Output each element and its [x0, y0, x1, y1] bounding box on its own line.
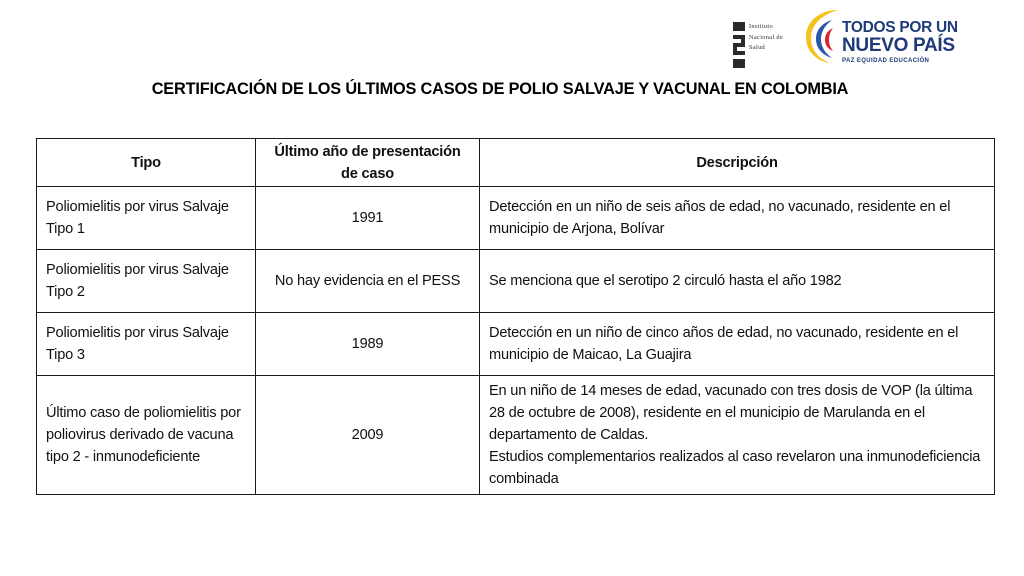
gobierno-line-2: NUEVO PAÍS [842, 35, 955, 56]
cell-descripcion [480, 376, 995, 495]
descripcion-text: Detección en un niño de seis años de edad, no vacunado, residente en el municipio de Arjona, Bolívar [489, 199, 951, 237]
ins-logo-icon [732, 22, 746, 68]
header-tipo: Tipo [37, 139, 256, 187]
page-title: CERTIFICACIÓN DE LOS ÚLTIMOS CASOS DE POLIO SALVAJE Y VACUNAL EN COLOMBIA [151, 79, 849, 98]
gobierno-logo [802, 6, 958, 66]
ins-logo [732, 18, 796, 68]
cell-descripcion [480, 250, 995, 313]
table-row [37, 187, 995, 250]
descripcion-text: Detección en un niño de cinco años de edad, no vacunado, residente en el municipio de Maicao, La Guajira [489, 325, 959, 363]
ins-line-2: Nacional de [749, 33, 783, 41]
cell-anio: 2009 [256, 376, 480, 495]
polio-cases-table [36, 138, 995, 495]
table-row [37, 313, 995, 376]
table-row [37, 250, 995, 313]
colombia-swoosh-icon [802, 6, 846, 66]
cell-anio: No hay evidencia en el PESS [256, 250, 480, 313]
header-descripcion: Descripción [480, 139, 995, 187]
descripcion-text: Se menciona que el serotipo 2 circuló hasta el año 1982 [489, 273, 842, 289]
cell-anio: 1989 [256, 313, 480, 376]
cell-tipo: Último caso de poliomielitis por poliovirus derivado de vacuna tipo 2 - inmunodeficiente [37, 376, 256, 495]
cell-anio: 1991 [256, 187, 480, 250]
cell-descripcion [480, 313, 995, 376]
descripcion-text: Estudios complementarios realizados al caso revelaron una inmunodeficiencia combinada [489, 449, 981, 487]
gobierno-tagline: PAZ EQUIDAD EDUCACIÓN [842, 58, 930, 64]
cell-tipo: Poliomielitis por virus Salvaje Tipo 2 [37, 250, 256, 313]
table-header-row [37, 139, 995, 187]
ins-line-1: Instituto [749, 23, 774, 30]
table-row [37, 376, 995, 495]
gobierno-line-1: TODOS POR UN [842, 19, 958, 36]
cell-tipo: Poliomielitis por virus Salvaje Tipo 3 [37, 313, 256, 376]
ins-line-3: Salud [749, 44, 766, 51]
ins-logo-text [749, 22, 783, 54]
cell-descripcion [480, 187, 995, 250]
descripcion-text: En un niño de 14 meses de edad, vacunado con tres dosis de VOP (la última 28 de octubre de 2008), residente en el municipio de Marulanda en el departamento de Caldas. [489, 383, 973, 443]
cell-tipo: Poliomielitis por virus Salvaje Tipo 1 [37, 187, 256, 250]
gobierno-logo-text [842, 20, 958, 64]
header-anio: Último año de presentación de caso [256, 139, 480, 187]
